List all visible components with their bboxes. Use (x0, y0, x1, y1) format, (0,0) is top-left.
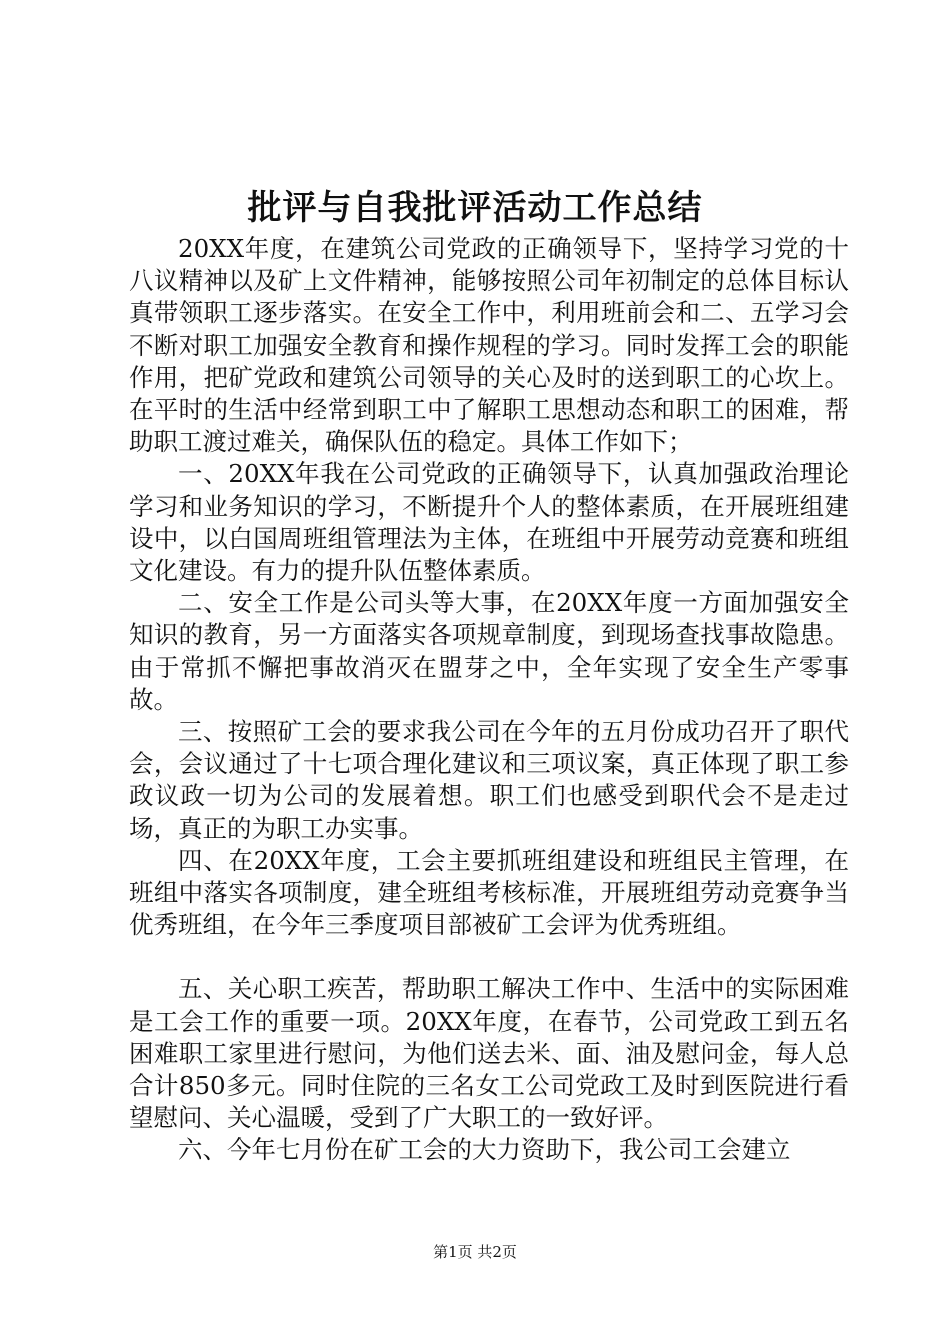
document-body (129, 233, 849, 1167)
document-title: 批评与自我批评活动工作总结 (247, 188, 703, 228)
paragraph-item-2: 二、安全工作是公司头等大事，在20XX年度一方面加强安全知识的教育，另一方面落实各项规章制度，到现场查找事故隐患。由于常抓不懈把事故消灭在盟芽之中，全年实现了安全生产零事故。 (129, 588, 849, 714)
blank-line (129, 941, 849, 973)
paragraph-item-4: 四、在20XX年度，工会主要抓班组建设和班组民主管理，在班组中落实各项制度，建全班组考核标准，开展班组劳动竞赛争当优秀班组，在今年三季度项目部被矿工会评为优秀班组。 (129, 845, 849, 940)
paragraph-item-6: 六、今年七月份在矿工会的大力资助下，我公司工会建立 (178, 1135, 791, 1165)
paragraph-intro: 20XX年度，在建筑公司党政的正确领导下，坚持学习党的十八议精神以及矿上文件精神，能够按照公司年初制定的总体目标认真带领职工逐步落实。在安全工作中，利用班前会和二、五学习会不断对职工加强安全教育和操作规程的学习。同时发挥工会的职能作用，把矿党政和建筑公司领导的关心及时的送到职工的心坎上。在平时的生活中经常到职工中了解职工思想动态和职工的困难，帮助职工渡过难关，确保队伍的稳定。具体工作如下； (129, 234, 849, 457)
paragraph-item-5: 五、关心职工疾苦，帮助职工解决工作中、生活中的实际困难是工会工作的重要一项。20XX年度，在春节，公司党政工到五名困难职工家里进行慰问，为他们送去米、面、油及慰问金，每人总合计850多元。同时住院的三名女工公司党政工及时到医院进行看望慰问、关心温暖，受到了广大职工的一致好评。 (129, 974, 849, 1133)
paragraph-item-3: 三、按照矿工会的要求我公司在今年的五月份成功召开了职代会，会议通过了十七项合理化建议和三项议案，真正体现了职工参政议政一切为公司的发展着想。职工们也感受到职代会不是走过场，真正的为职工办实事。 (129, 717, 849, 843)
paragraph-item-1: 一、20XX年我在公司党政的正确领导下，认真加强政治理论学习和业务知识的学习，不断提升个人的整体素质，在开展班组建设中，以白国周班组管理法为主体，在班组中开展劳动竞赛和班组文化建设。有力的提升队伍整体素质。 (129, 459, 849, 586)
page-footer: 第1页 共2页 (433, 1243, 517, 1261)
